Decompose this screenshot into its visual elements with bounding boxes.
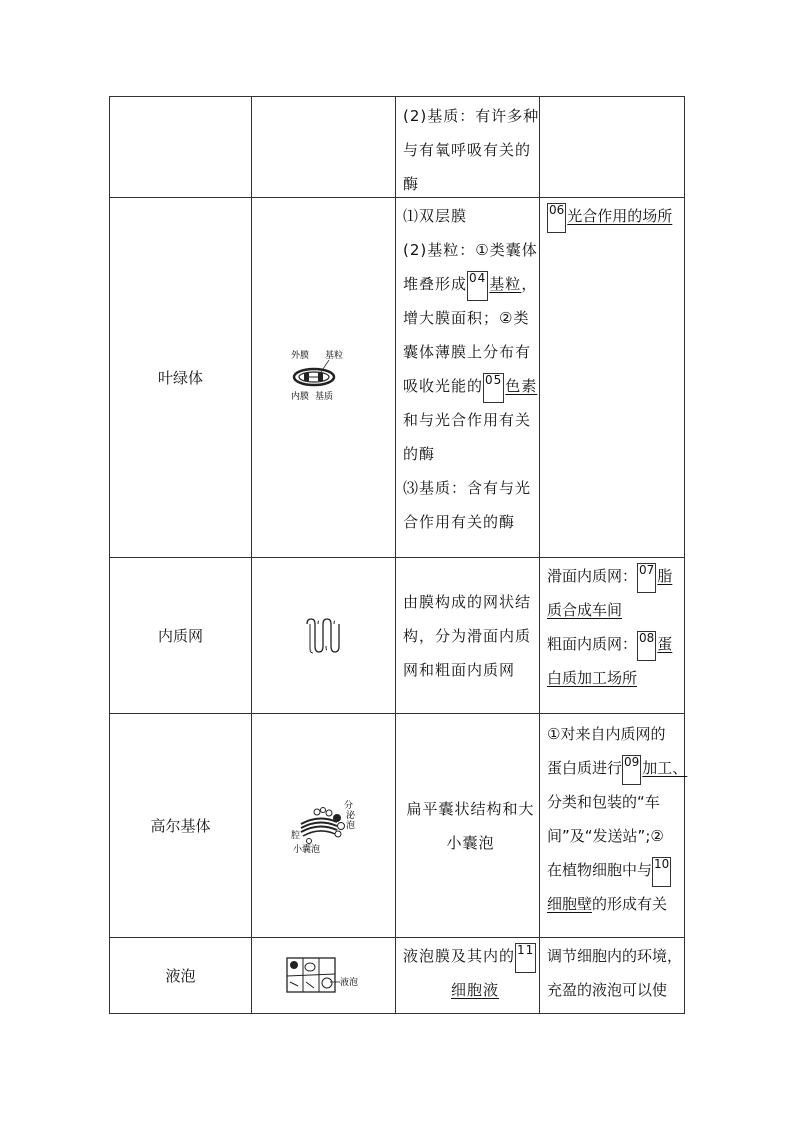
er-diagram-icon xyxy=(304,616,344,656)
svg-text:小囊泡: 小囊泡 xyxy=(292,844,320,854)
svg-text:泡: 泡 xyxy=(345,820,355,831)
answer-number-box: 06 xyxy=(547,203,566,233)
golgi-diagram-icon xyxy=(289,798,359,854)
table-row-1-function: 06 光合作用的场所 xyxy=(547,199,684,233)
svg-text:外膜: 外膜 xyxy=(290,350,309,361)
vacuole-image xyxy=(252,938,395,1013)
answer-number-box: 11 xyxy=(515,943,536,973)
svg-text:内膜: 内膜 xyxy=(290,391,309,402)
answer-number-box: 08 xyxy=(637,631,656,661)
table-row-0-structure: (2)基质：有许多种 与有氧呼吸有关的 酶 xyxy=(403,107,540,193)
answer-number-box: 07 xyxy=(637,563,656,593)
answer-number-box: 05 xyxy=(483,373,504,403)
column-divider xyxy=(395,97,396,1013)
table-row-2-function: 滑面内质网： 07 脂 质合成车间 粗面内质网： 08 蛋 白质加工场所 xyxy=(547,563,673,687)
answer-number-box: 09 xyxy=(622,755,641,785)
table-row-3-structure: 扁平囊状结构和大 小囊泡 xyxy=(406,800,535,852)
table-row-3-function: ①对来自内质网的 蛋白质进行 09 加工、 分类和包装的“车 间”及“发送站”;② 在植物细胞中与 10 细胞壁的形成有关 xyxy=(547,725,688,913)
answer-number-box: 10 xyxy=(652,857,671,887)
chloroplast-diagram-icon xyxy=(289,348,359,408)
svg-text:腔: 腔 xyxy=(290,830,300,841)
table-row-1-name: 叶绿体 xyxy=(157,368,203,387)
svg-text:分: 分 xyxy=(343,800,353,811)
svg-text:基粒: 基粒 xyxy=(324,350,343,361)
table-row-4-name: 液泡 xyxy=(165,966,196,985)
table-row-2-structure: 由膜构成的网状结 构，分为滑面内质 网和粗面内质网 xyxy=(403,593,532,679)
vacuole-diagram-icon xyxy=(286,956,362,996)
svg-text:泌: 泌 xyxy=(345,810,355,821)
chloroplast-image xyxy=(252,198,395,557)
table-row-1-structure: ⑴双层膜 (2)基粒：①类囊体 堆叠形成 04 基粒， 增大膜面积；②类 囊体薄膜上分布有 吸收光能的 05 色素 和与光合作用有关 的酶 ⑶基质：含有与光 合作用有关的酶 xyxy=(403,207,538,531)
column-divider xyxy=(539,97,540,1013)
table-row-4-structure: 液泡膜及其内的 11 细胞液 xyxy=(403,943,535,999)
answer-number-box: 04 xyxy=(467,271,488,301)
golgi-image xyxy=(252,714,395,937)
organelle-table xyxy=(109,96,688,1014)
er-image xyxy=(252,558,395,713)
svg-text:液泡: 液泡 xyxy=(339,977,358,988)
table-row-2-name: 内质网 xyxy=(157,626,203,645)
table-row-4-function: 调节细胞内的环境， 充盈的液泡可以使 xyxy=(547,947,683,999)
table-row-0-name xyxy=(110,97,251,197)
table-row-3-name: 高尔基体 xyxy=(150,816,211,835)
svg-text:基质: 基质 xyxy=(314,391,333,402)
